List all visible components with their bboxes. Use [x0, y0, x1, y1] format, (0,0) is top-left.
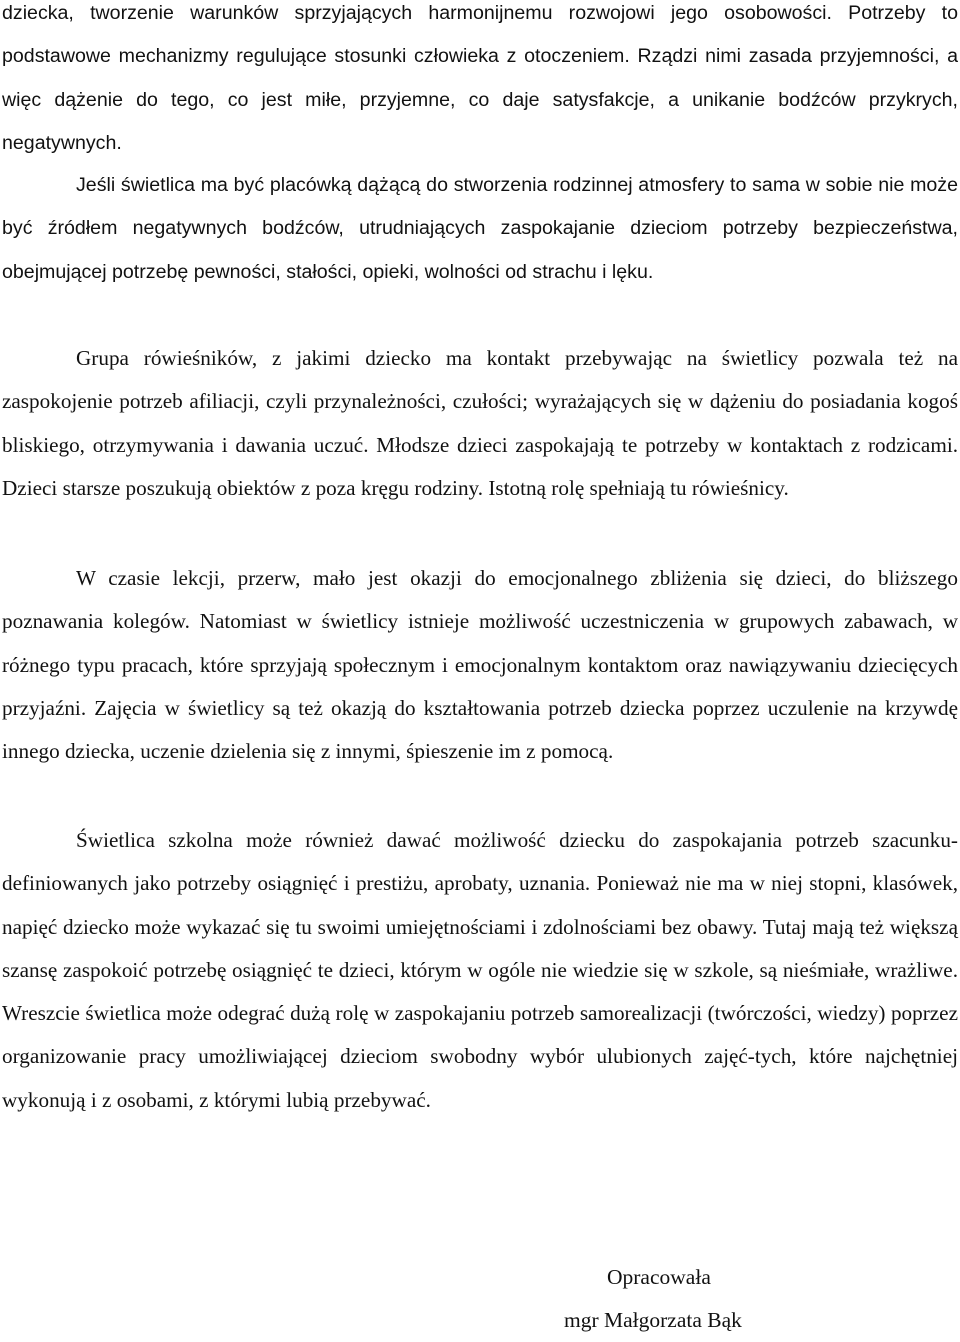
paragraph-safety-needs: Jeśli świetlica ma być placówką dążącą do stworzenia rodzinnej atmosfery to sama w sobie nie może być źródłem negatywnych bodźców, utrudniających zaspokajanie dzieciom potrzeby bezpieczeństwa, obejmującej potrzebę pewności, stałości, opieki, wolności od strachu i lęku.: [2, 174, 958, 283]
paragraph-peer-group: Grupa rówieśników, z jakimi dziecko ma kontakt przebywając na świetlicy pozwala też na zaspokojenie potrzeb afiliacji, czyli przynależności, czułości; wyrażających się w dążeniu do posiadania kogoś bliskiego, otrzymywania i dawania uczuć. Młodsze dzieci zaspokajają te potrzeby w kontaktach z rodzicami. Dzieci starsze poszukują obiektów z poza kręgu rodziny. Istotną rolę spełniają tu rówieśnicy.: [2, 346, 958, 500]
paragraph-esteem-needs: Świetlica szkolna może również dawać możliwość dziecku do zaspokajania potrzeb szacunku-definiowanych jako potrzeby osiągnięć i prestiżu, aprobaty, uznania. Ponieważ nie ma w niej stopni, klasówek, napięć dziecko może wykazać się tu swoimi umiejętnościami i zdolnościami bez obawy. Tutaj mają też większą szansę zaspokoić potrzebę osiągnięć te dzieci, którym w ogóle nie wiedzie się w szkole, są nieśmiałe, wrażliwe. Wreszcie świetlica może odegrać dużą rolę w zaspokajaniu potrzeb samorealizacji (twórczości, wiedzy) poprzez organizowanie pracy umożliwiającej dzieciom swobodny wybór ulubionych zajęć-tych, które najchętniej wykonują i z osobami, z którymi lubią przebywać.: [2, 828, 958, 1112]
signature-prepared-by: Opracowała: [607, 1265, 711, 1289]
paragraph-emotional-contact: W czasie lekcji, przerw, mało jest okazji do emocjonalnego zbliżenia się dzieci, do bliższego poznawania kolegów. Natomiast w świetlicy istnieje możliwość uczestniczenia w grupowych zabawach, w różnego typu pracach, które sprzyjają społecznym i emocjonalnym kontaktom oraz nawiązywaniu dziecięcych przyjaźni. Zajęcia w świetlicy są też okazją do kształtowania potrzeb dziecka poprzez uczulenie na krzywdę innego dziecka, uczenie dzielenia się z innymi, śpieszenie im z pomocą.: [2, 566, 958, 764]
paragraph-opening: dziecka, tworzenie warunków sprzyjających harmonijnemu rozwojowi jego osobowości. Potrzeby to podstawowe mechanizmy regulujące stosunki człowieka z otoczeniem. Rządzi nimi zasada przyjemności, a więc dążenie do tego, co jest miłe, przyjemne, co daje satysfakcje, a unikanie bodźców przykrych, negatywnych.: [2, 2, 958, 154]
signature-author-name: mgr Małgorzata Bąk: [564, 1308, 742, 1332]
